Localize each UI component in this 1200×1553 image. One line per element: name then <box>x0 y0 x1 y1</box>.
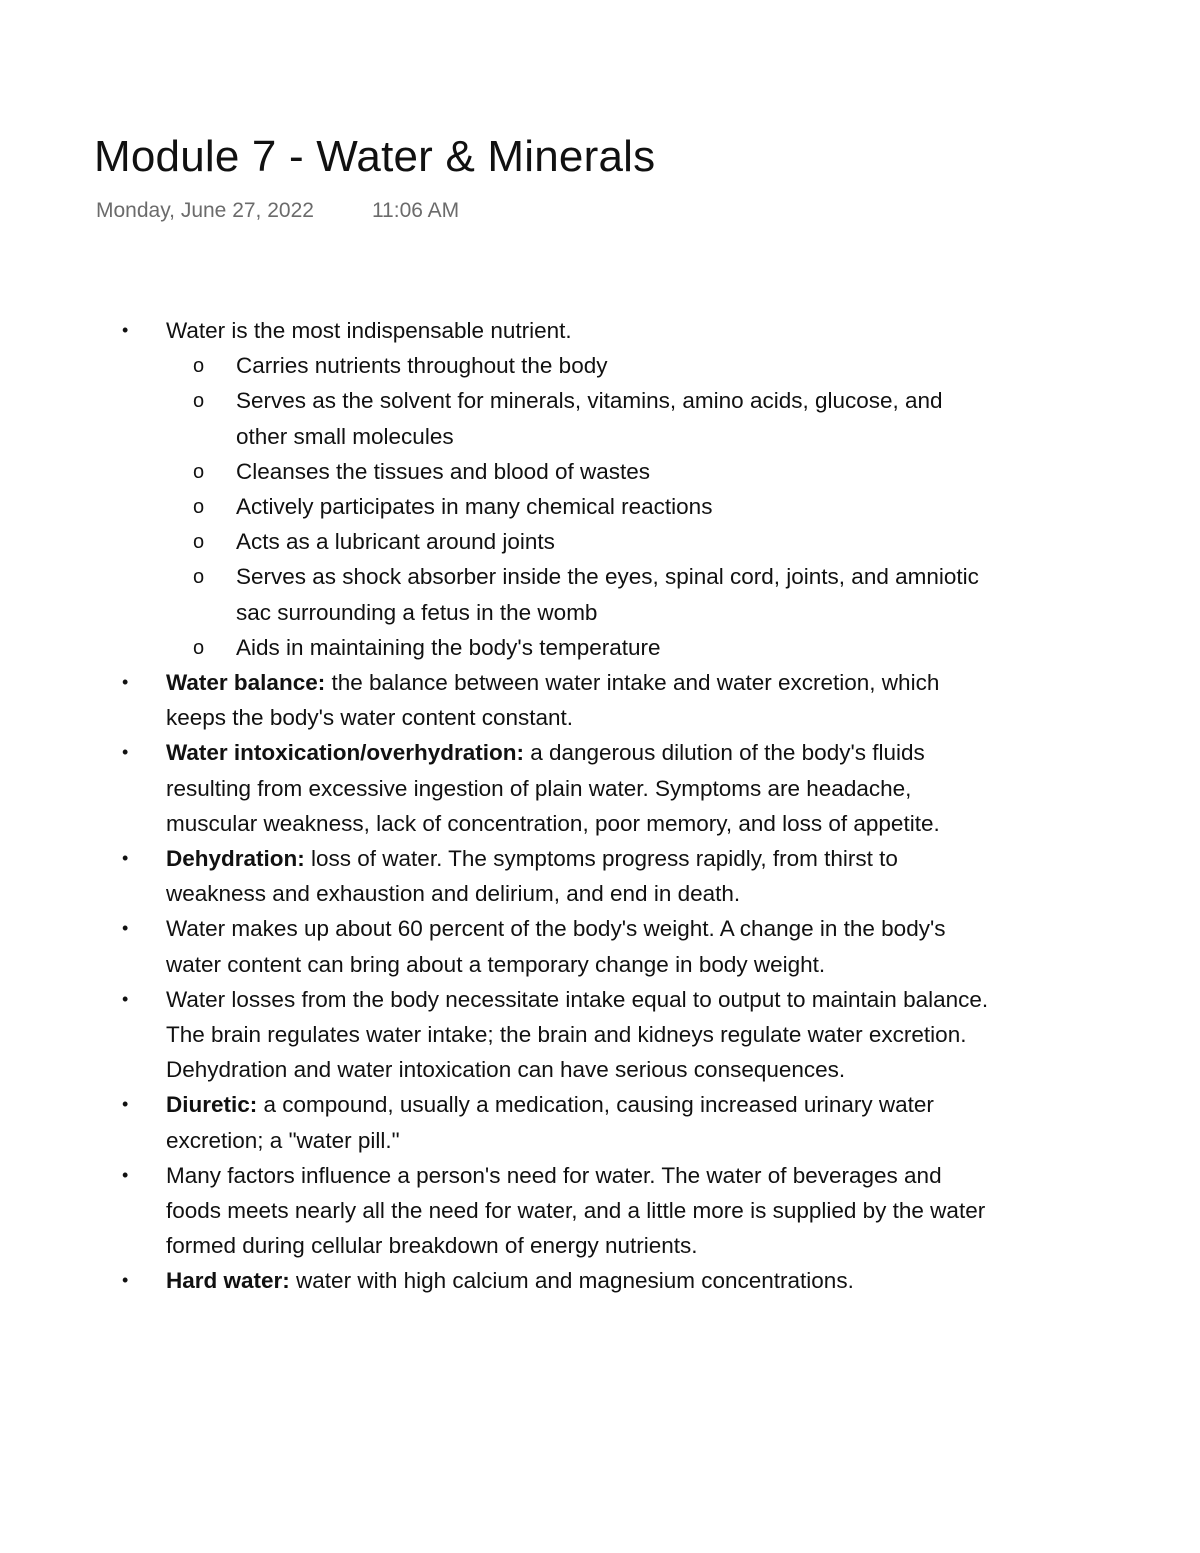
list-item-text: Many factors influence a person's need for water. The water of beverages and foods meets nearly all the need for water, and a little more is supplied by the water formed during cellular breakdown of energy nutrients. <box>166 1162 986 1259</box>
sub-list-item-text: Cleanses the tissues and blood of wastes <box>236 458 650 484</box>
bullet-icon: • <box>122 988 129 1009</box>
bullet-icon: • <box>122 672 129 693</box>
sub-list-item-text: Acts as a lubricant around joints <box>236 529 555 555</box>
note-date: Monday, June 27, 2022 <box>96 199 314 222</box>
sub-bullet-list <box>166 348 998 665</box>
list-item-text: the balance between water intake and water excretion, which keeps the body's water content constant. <box>166 670 940 731</box>
bullet-icon: • <box>122 742 129 763</box>
term-label: Dehydration: <box>166 846 305 872</box>
bullet-icon: • <box>122 320 129 340</box>
term-label: Hard water: <box>166 1268 290 1294</box>
term-label: Water intoxication/overhydration: <box>166 740 524 766</box>
sub-bullet-icon: o <box>193 531 205 554</box>
sub-list-item <box>166 454 998 489</box>
list-item <box>118 1263 998 1298</box>
sub-bullet-icon: o <box>193 390 205 413</box>
sub-bullet-icon: o <box>193 636 205 659</box>
sub-list-item-text: Actively participates in many chemical reactions <box>236 494 713 520</box>
sub-list-item <box>166 383 998 453</box>
sub-bullet-icon: o <box>193 566 205 589</box>
list-item-text: a dangerous dilution of the body's fluids resulting from excessive ingestion of plain water. Symptoms are headache, muscular weakness, lack of concentration, poor memory, and loss of appetite. <box>166 740 940 836</box>
list-item-text: Water losses from the body necessitate intake equal to output to maintain balance. The brain regulates water intake; the brain and kidneys regulate water excretion. Dehydration and water intoxication can have serious consequences. <box>166 986 989 1083</box>
sub-list-item <box>166 348 998 383</box>
term-label: Diuretic: <box>166 1092 258 1118</box>
sub-list-item <box>166 559 998 629</box>
page-title: Module 7 - Water & Minerals <box>94 132 656 181</box>
sub-list-item-text: Carries nutrients throughout the body <box>236 353 608 379</box>
note-time: 11:06 AM <box>371 199 460 222</box>
list-item-text: loss of water. The symptoms progress rapidly, from thirst to weakness and exhaustion and delirium, and end in death. <box>166 846 898 907</box>
list-item <box>118 982 998 1088</box>
list-item-text: water with high calcium and magnesium concentrations. <box>289 1268 854 1294</box>
sub-list-item-text: Serves as shock absorber inside the eyes, spinal cord, joints, and amniotic sac surrounding a fetus in the womb <box>236 564 979 625</box>
note-body <box>118 313 998 1299</box>
list-item <box>118 313 998 665</box>
sub-list-item <box>166 630 998 665</box>
term-label: Water balance: <box>166 670 326 696</box>
bullet-icon: • <box>122 1164 129 1185</box>
list-item <box>118 1158 998 1264</box>
list-item <box>118 665 998 735</box>
list-item <box>118 1087 998 1157</box>
sub-bullet-icon: o <box>193 496 205 519</box>
list-item <box>118 841 998 911</box>
list-item-text: a compound, usually a medication, causing increased urinary water excretion; a "water pill." <box>166 1092 934 1153</box>
list-item <box>118 911 998 981</box>
bullet-icon: • <box>122 848 129 869</box>
list-item <box>118 735 998 841</box>
sub-list-item-text: Aids in maintaining the body's temperature <box>236 634 661 660</box>
note-timestamp <box>96 199 459 223</box>
bullet-icon: • <box>122 1270 129 1291</box>
bullet-list <box>118 313 998 1299</box>
list-item-text: Water makes up about 60 percent of the body's weight. A change in the body's water content can bring about a temporary change in body weight. <box>166 916 946 977</box>
sub-list-item-text: Serves as the solvent for minerals, vitamins, amino acids, glucose, and other small molecules <box>236 388 943 449</box>
bullet-icon: • <box>122 918 129 939</box>
sub-bullet-icon: o <box>193 355 205 378</box>
bullet-icon: • <box>122 1094 129 1115</box>
sub-list-item <box>166 524 998 559</box>
sub-list-item <box>166 489 998 524</box>
list-item-text: Water is the most indispensable nutrient. <box>166 318 572 343</box>
sub-bullet-icon: o <box>193 460 205 483</box>
